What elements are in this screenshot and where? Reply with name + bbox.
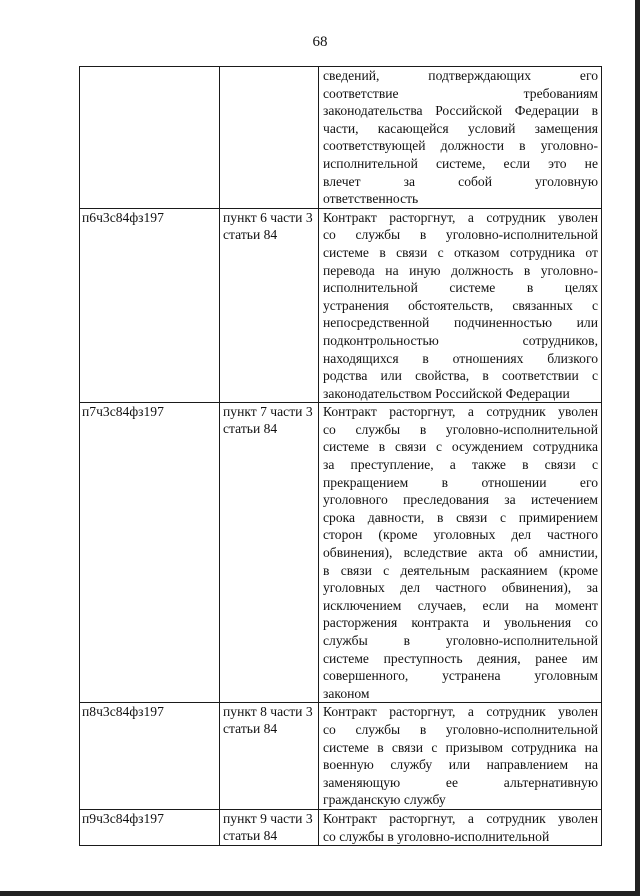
description-line: законом [323, 685, 370, 701]
description-line: со службы в уголовно-исполнительной [323, 828, 550, 844]
article-reference-cell: пункт 8 части 3 статьи 84 [220, 703, 319, 810]
table-row [80, 703, 602, 810]
description-line: законодательством Российской Федерации [323, 385, 570, 401]
termination-grounds-table [79, 66, 602, 846]
description-line: Контракт расторгнут, а сотрудник уволен [323, 810, 598, 826]
code-cell [80, 67, 220, 209]
table-row [80, 809, 602, 845]
table-row [80, 403, 602, 703]
description-line: совершенного, устранена уголовным [323, 668, 598, 684]
description-line: сторон (кроме уголовных дел частного [323, 527, 598, 543]
description-line: части, касающейся условий замещения [323, 120, 598, 136]
description-line: расторжения контракта и увольнения со [323, 615, 598, 631]
description-line: обвинения), вследствие акта об амнистии, [323, 545, 598, 561]
description-line: системе в связи с призывом сотрудника на [323, 739, 598, 755]
description-line: гражданскую службу [323, 792, 446, 808]
article-reference-cell: пункт 7 части 3 статьи 84 [220, 403, 319, 703]
description-line: находящихся в отношениях близкого [323, 350, 598, 366]
description-line: военную службу или направлением на [323, 757, 598, 773]
code-cell: п7ч3с84фз197 [80, 403, 220, 703]
scan-edge-bottom [0, 891, 640, 896]
description-line: уголовного преследования за истечением [323, 492, 598, 508]
description-line: исключением случаев, если на момент [323, 597, 598, 613]
description-line: системе в связи с осуждением сотрудника [323, 439, 598, 455]
description-line: родства или свойства, в соответствии с [323, 368, 598, 384]
description-line: Контракт расторгнут, а сотрудник уволен [323, 704, 598, 720]
description-line: непосредственной подчиненностью или [323, 315, 598, 331]
description-line: срока давности, в связи с примирением [323, 509, 598, 525]
description-cell [319, 809, 602, 845]
description-line: влечет за собой уголовную [323, 173, 598, 189]
article-reference-cell: пункт 6 части 3 статьи 84 [220, 208, 319, 403]
scan-edge-right [635, 0, 640, 896]
description-line: исполнительной системе, если это не [323, 155, 598, 171]
description-line: соответствующей должности в уголовно- [323, 138, 598, 154]
description-line: законодательства Российской Федерации в [323, 103, 598, 119]
table-row [80, 208, 602, 403]
description-line: подконтрольностью сотрудников, [323, 332, 598, 348]
code-cell: п8ч3с84фз197 [80, 703, 220, 810]
description-cell [319, 703, 602, 810]
description-line: службы в уголовно-исполнительной [323, 633, 598, 648]
description-line: системе преступность деяния, ранее им [323, 650, 598, 666]
description-cell [319, 208, 602, 403]
description-line: сведений, подтверждающих его [323, 68, 598, 83]
description-line: за преступление, а также в связи с [323, 457, 598, 473]
description-line: перевода на иную должность в уголовно- [323, 262, 598, 278]
table-body [80, 67, 602, 846]
page-number: 68 [312, 34, 328, 50]
description-line: со службы в уголовно-исполнительной [323, 421, 598, 437]
description-line: Контракт расторгнут, а сотрудник уволен [323, 404, 598, 420]
article-reference-cell [220, 67, 319, 209]
description-line: со службы в уголовно-исполнительной [323, 721, 598, 737]
description-line: Контракт расторгнут, а сотрудник уволен [323, 209, 598, 225]
description-line: уголовных дел частного обвинения), за [323, 580, 598, 596]
description-line: исполнительной системе в целях [323, 280, 598, 296]
description-line: в связи с деятельным раскаянием (кроме [323, 562, 598, 578]
description-line: со службы в уголовно-исполнительной [323, 227, 598, 243]
description-line: системе в связи с отказом сотрудника от [323, 244, 598, 260]
description-line: устранения обстоятельств, связанных с [323, 297, 598, 313]
code-cell: п6ч3с84фз197 [80, 208, 220, 403]
description-line: ответственность [323, 191, 419, 207]
table-row [80, 67, 602, 209]
description-cell [319, 67, 602, 209]
description-cell [319, 403, 602, 703]
description-line: прекращением в отношении его [323, 474, 598, 490]
description-line: заменяющую ее альтернативную [323, 774, 598, 790]
article-reference-cell: пункт 9 части 3 статьи 84 [220, 809, 319, 845]
description-line: соответствие требованиям [323, 85, 598, 101]
code-cell: п9ч3с84фз197 [80, 809, 220, 845]
